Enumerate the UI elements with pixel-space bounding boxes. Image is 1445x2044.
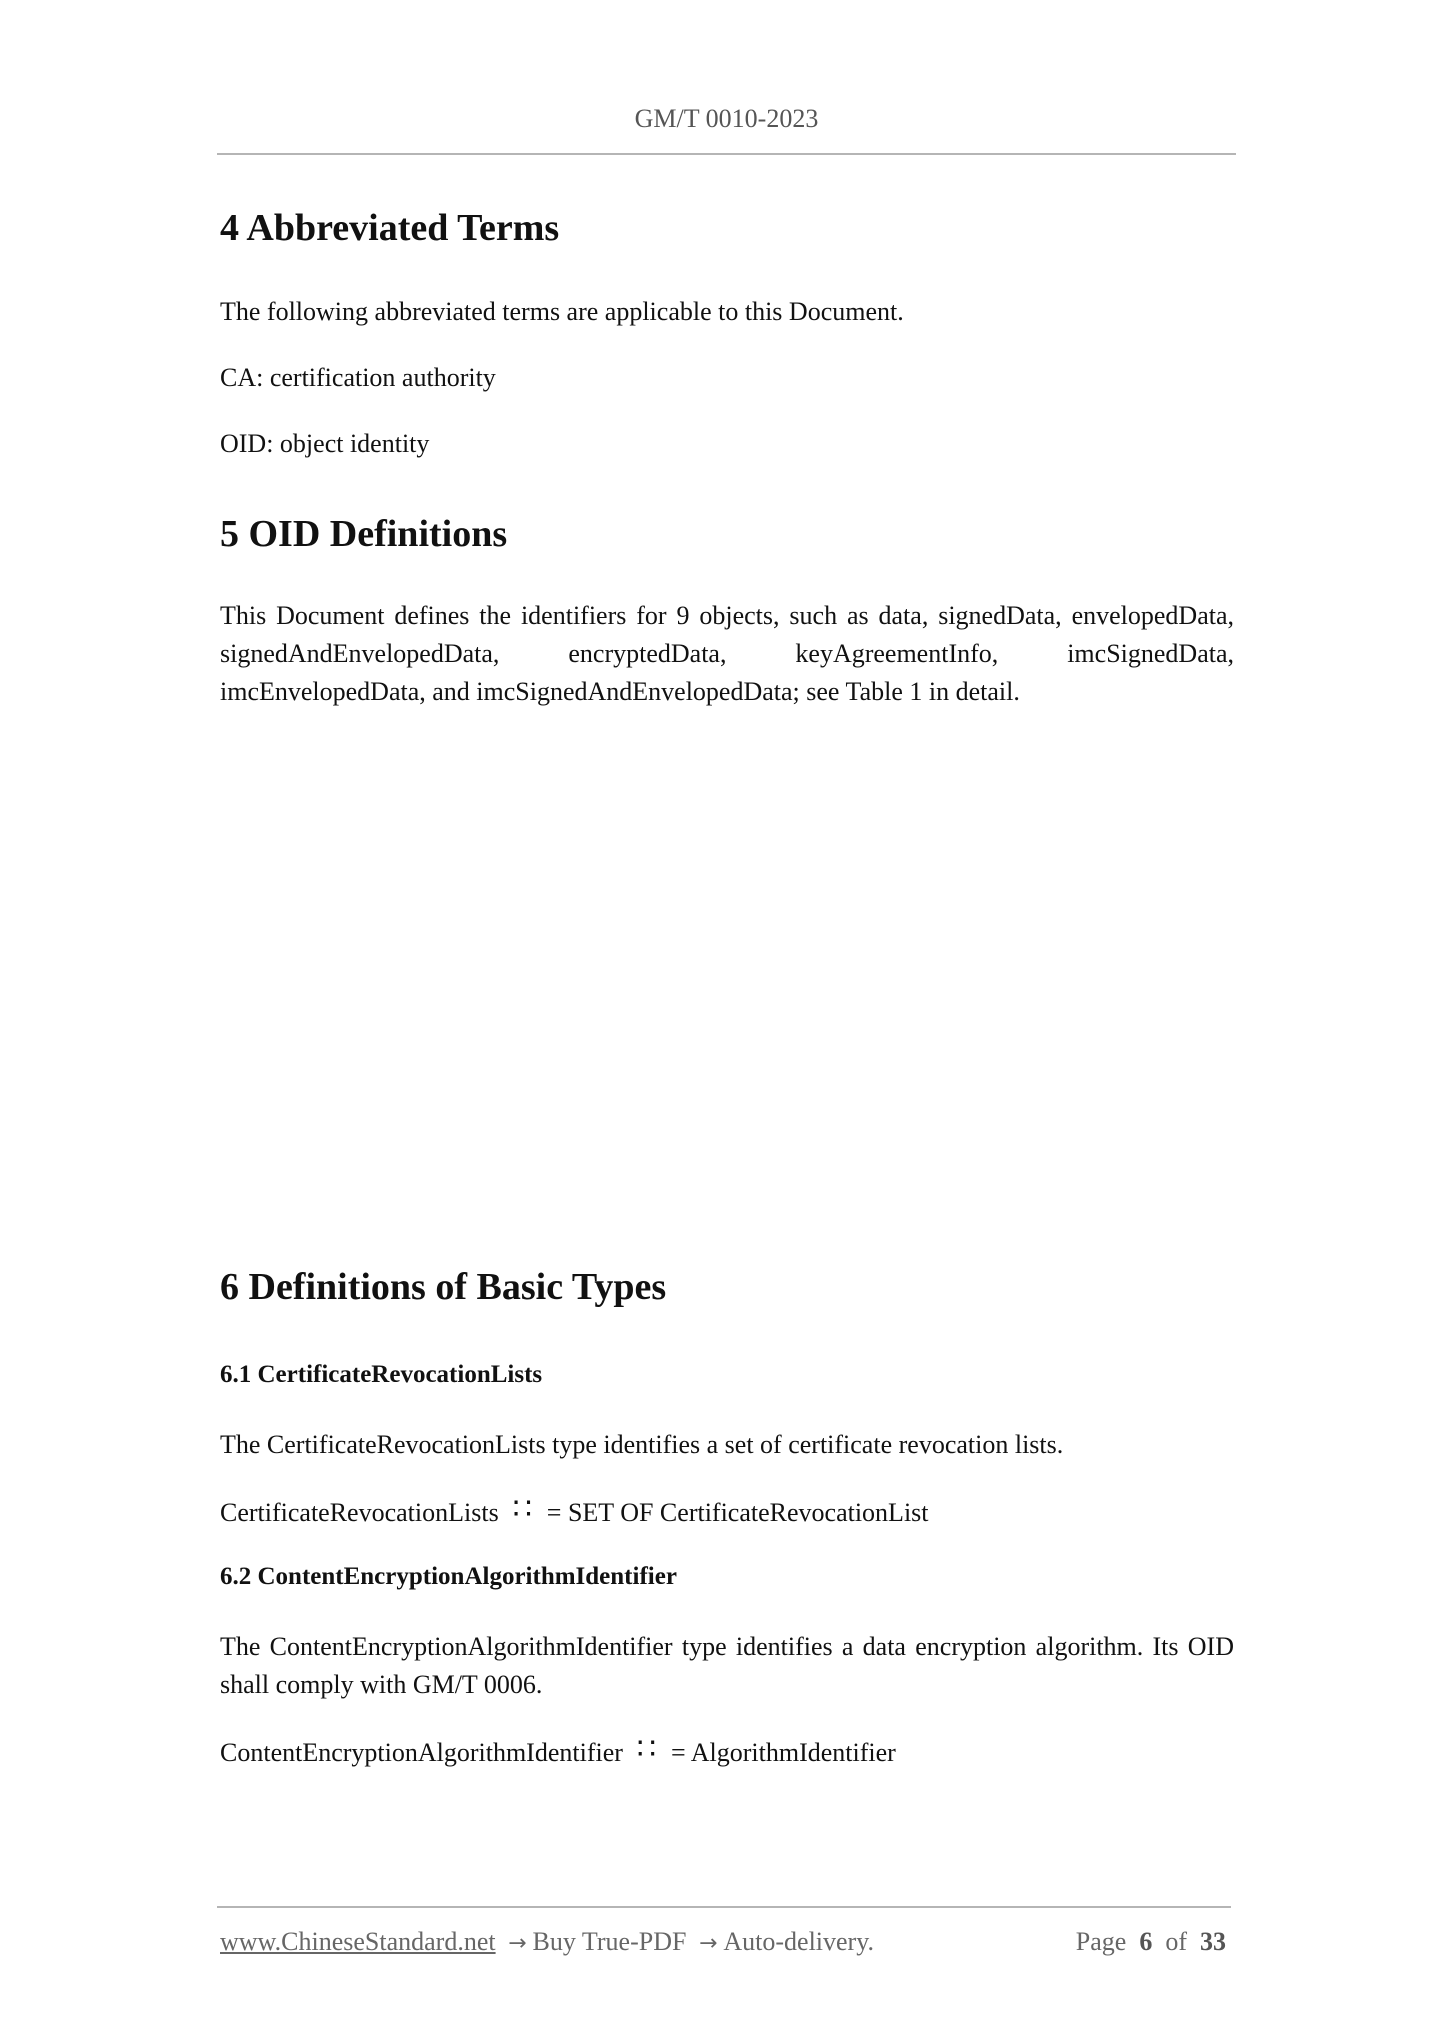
section-5-line-1: This Document defines the identifiers for 9 objects, such as data, signedData, envelopedData, <box>220 601 1234 630</box>
section-5-paragraph <box>220 597 1234 711</box>
subsection-6-1-text: The CertificateRevocationLists type identifies a set of certificate revocation lists. <box>220 1430 1064 1459</box>
page-header-title: GM/T 0010-2023 <box>634 104 819 133</box>
arrow-right-icon: → <box>508 1931 527 1956</box>
page-current: 6 <box>1139 1927 1153 1956</box>
subsection-6-2-line-2: shall comply with GM/T 0006. <box>220 1670 543 1699</box>
definition-colon: ∷ <box>512 1493 535 1526</box>
page-label: Page <box>1075 1927 1127 1956</box>
subsection-6-2-line-1: The ContentEncryptionAlgorithmIdentifier type identifies a data encryption algorithm. Its OID <box>220 1632 1234 1661</box>
footer-delivery-text: Auto-delivery. <box>723 1927 875 1956</box>
footer-buy-text: Buy True-PDF <box>532 1927 687 1956</box>
definition-value: = AlgorithmIdentifier <box>671 1738 896 1767</box>
subsection-6-1-definition <box>220 1493 1234 1532</box>
arrow-right-icon: → <box>698 1931 718 1956</box>
definition-colon: ∷ <box>636 1733 660 1766</box>
section-4-heading: 4 Abbreviated Terms <box>220 207 560 249</box>
footer-divider <box>217 1906 1231 1908</box>
subsection-6-1-heading: 6.1 CertificateRevocationLists <box>220 1361 543 1388</box>
term-ca: CA: certification authority <box>220 363 496 392</box>
section-5-line-2: signedAndEnvelopedData, encryptedData, keyAgreementInfo, imcSignedData, <box>220 639 1234 668</box>
footer-promo <box>220 1927 874 1957</box>
section-6-heading: 6 Definitions of Basic Types <box>220 1266 667 1308</box>
section-5-line-3: imcEnvelopedData, and imcSignedAndEnvelopedData; see Table 1 in detail. <box>220 677 1020 706</box>
section-4-intro: The following abbreviated terms are applicable to this Document. <box>220 297 904 326</box>
term-oid: OID: object identity <box>220 429 430 458</box>
page-of-label: of <box>1165 1927 1187 1956</box>
page-total: 33 <box>1200 1927 1226 1956</box>
definition-name: ContentEncryptionAlgorithmIdentifier <box>220 1738 623 1767</box>
header-divider <box>217 153 1236 155</box>
subsection-6-2-heading: 6.2 ContentEncryptionAlgorithmIdentifier <box>220 1563 677 1590</box>
subsection-6-2-text <box>220 1628 1234 1704</box>
subsection-6-2-definition <box>220 1733 1234 1772</box>
definition-value: = SET OF CertificateRevocationList <box>546 1498 929 1527</box>
section-5-heading: 5 OID Definitions <box>220 513 508 555</box>
chinesestandard-link[interactable]: www.ChineseStandard.net <box>220 1927 496 1956</box>
definition-name: CertificateRevocationLists <box>220 1498 499 1527</box>
page-number <box>1076 1927 1226 1957</box>
